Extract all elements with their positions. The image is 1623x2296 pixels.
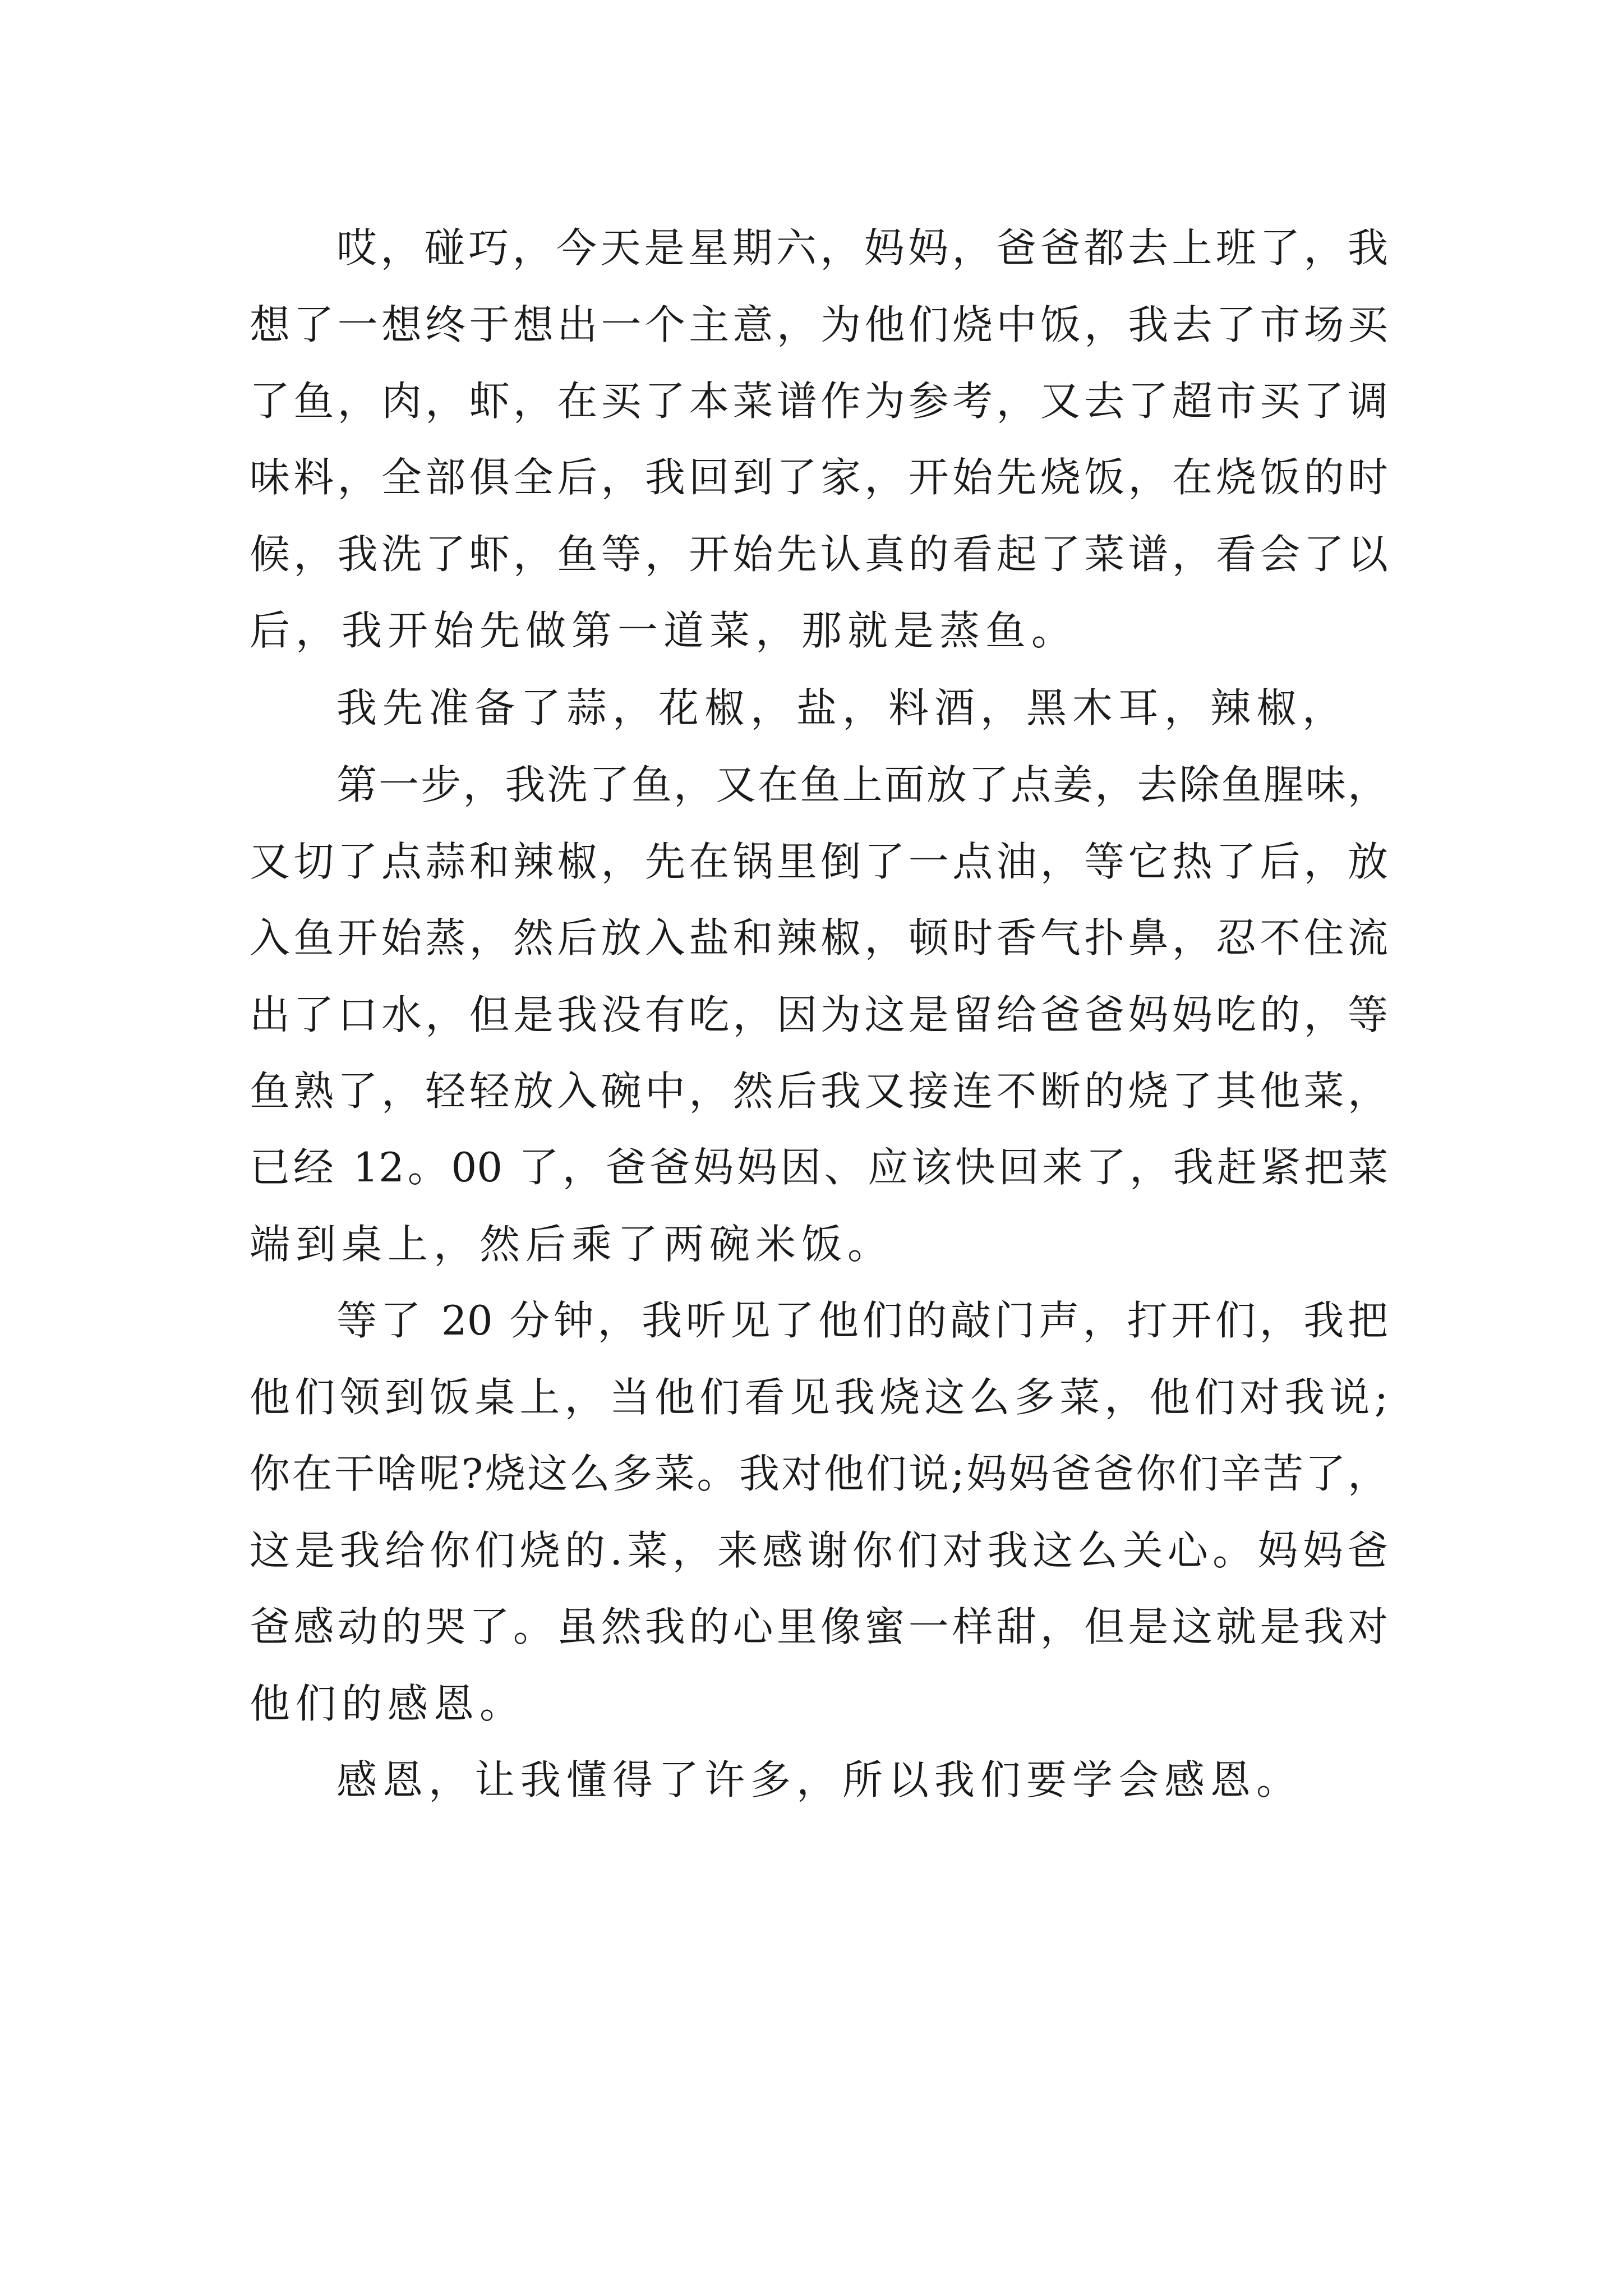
- paragraph-1-line-6: 后，我开始先做第一道菜，那就是蒸鱼。: [250, 607, 1078, 654]
- paragraph-1-line-1: 哎，碰巧，今天是星期六，妈妈，爸爸都去上班了，我: [336, 224, 1388, 272]
- paragraph-3-line-2: 又切了点蒜和辣椒，先在锅里倒了一点油，等它热了后，放: [250, 838, 1388, 885]
- paragraph-3-line-1: 第一步，我洗了鱼，又在鱼上面放了点姜，去除鱼腥味，: [336, 761, 1388, 808]
- paragraph-4-line-2: 他们领到饭桌上，当他们看见我烧这么多菜，他们对我说;: [250, 1374, 1388, 1421]
- paragraph-4-line-3: 你在干啥呢?烧这么多菜。我对他们说;妈妈爸爸你们辛苦了，: [250, 1450, 1388, 1497]
- paragraph-4-line-1: 等了 20 分钟，我听见了他们的敲门声，打开们，我把: [336, 1297, 1388, 1344]
- paragraph-1-line-5: 候，我洗了虾，鱼等，开始先认真的看起了菜谱，看会了以: [250, 531, 1388, 578]
- paragraph-5-line-1: 感恩，让我懂得了许多，所以我们要学会感恩。: [336, 1756, 1303, 1803]
- paragraph-3-line-6: 已经 12。00 了，爸爸妈妈因、应该快回来了，我赶紧把菜: [250, 1144, 1388, 1191]
- paragraph-3-line-5: 鱼熟了，轻轻放入碗中，然后我又接连不断的烧了其他菜，: [250, 1068, 1388, 1115]
- paragraph-3-line-4: 出了口水，但是我没有吃，因为这是留给爸爸妈妈吃的，等: [250, 991, 1388, 1038]
- paragraph-4-line-5: 爸感动的哭了。虽然我的心里像蜜一样甜，但是这就是我对: [250, 1603, 1388, 1650]
- paragraph-1-line-4: 味料，全部俱全后，我回到了家，开始先烧饭，在烧饭的时: [250, 454, 1388, 501]
- paragraph-1-line-2: 想了一想终于想出一个主意，为他们烧中饭，我去了市场买: [250, 301, 1388, 348]
- paragraph-2-line-1: 我先准备了蒜，花椒，盐，料酒，黑木耳，辣椒，: [336, 684, 1349, 731]
- paragraph-4-line-4: 这是我给你们烧的.菜，来感谢你们对我这么关心。妈妈爸: [250, 1527, 1388, 1574]
- paragraph-1-line-3: 了鱼，肉，虾，在买了本菜谱作为参考，又去了超市买了调: [250, 378, 1388, 425]
- paragraph-4-line-6: 他们的感恩。: [250, 1680, 526, 1727]
- paragraph-3-line-3: 入鱼开始蒸，然后放入盐和辣椒，顿时香气扑鼻，忍不住流: [250, 914, 1388, 961]
- paragraph-3-line-7: 端到桌上，然后乘了两碗米饭。: [250, 1221, 894, 1268]
